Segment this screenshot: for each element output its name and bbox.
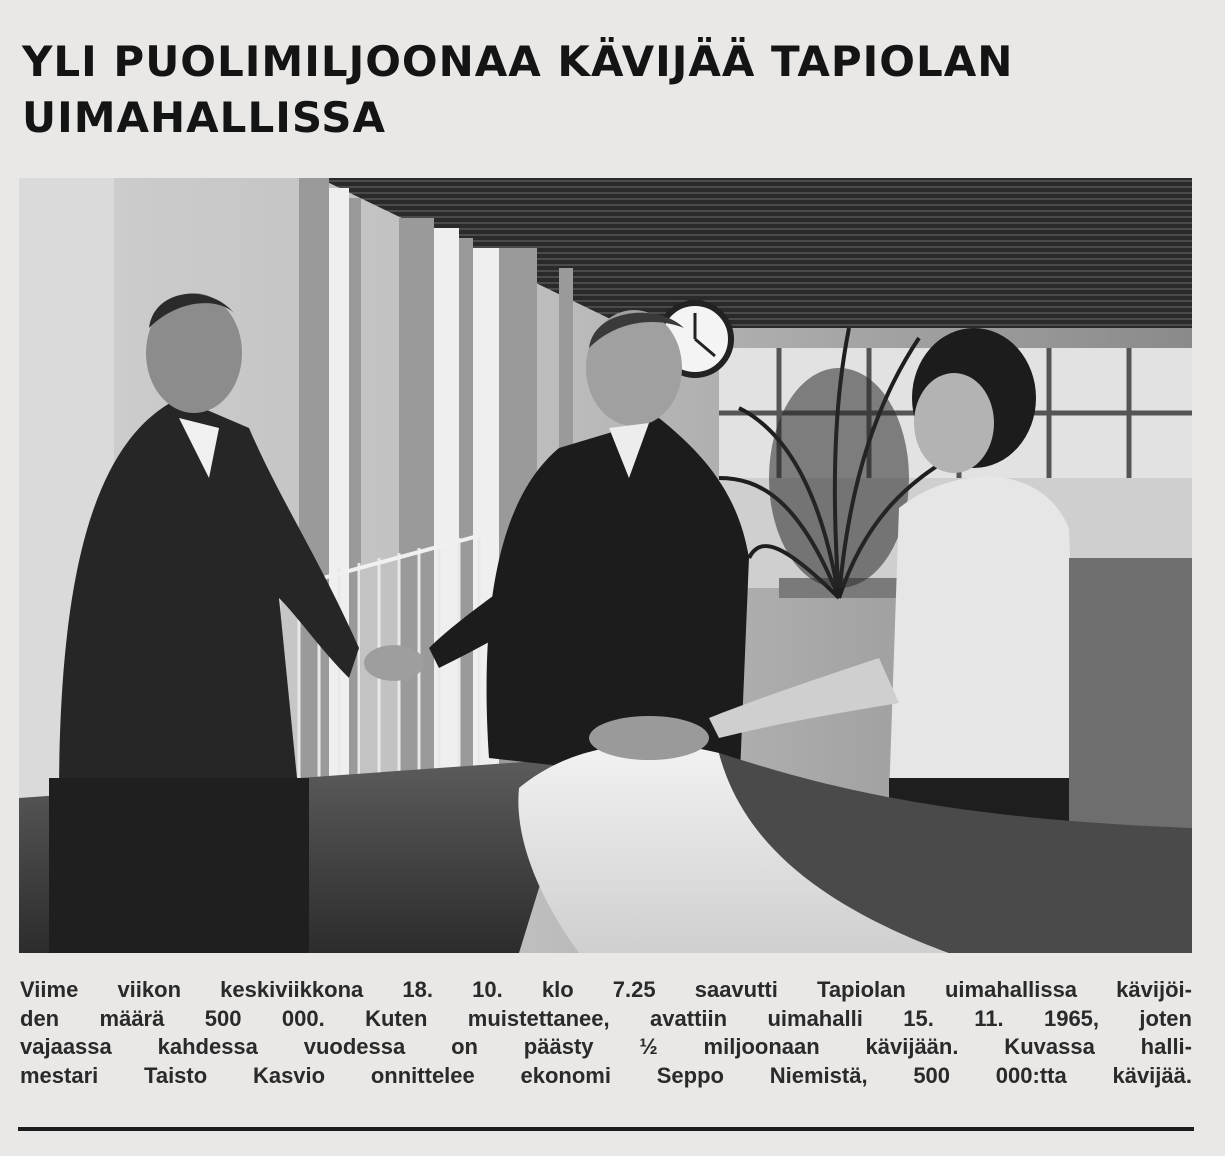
news-photo xyxy=(19,178,1192,953)
caption-line: Viime viikon keskiviikkona 18. 10. klo 7.25 saavutti Tapiolan uimahallissa kävijöi- xyxy=(20,977,1192,1002)
caption-line: mestari Taisto Kasvio onnittelee ekonomi Seppo Niemistä, 500 000:tta kävijää. xyxy=(20,1062,1192,1088)
headline-line: YLI PUOLIMILJOONAA KÄVIJÄÄ TAPIOLAN xyxy=(22,37,1014,86)
article-headline xyxy=(22,34,1192,146)
caption-line: den määrä 500 000. Kuten muistettanee, avattiin uimahalli 15. 11. 1965, joten xyxy=(20,1005,1192,1031)
photo-caption xyxy=(20,976,1192,1090)
headline-line: UIMAHALLISSA xyxy=(22,93,386,142)
caption-line: vajaassa kahdessa vuodessa on päästy ½ miljoonaan kävijään. Kuvassa halli- xyxy=(20,1034,1192,1059)
bottom-rule xyxy=(18,1127,1194,1131)
